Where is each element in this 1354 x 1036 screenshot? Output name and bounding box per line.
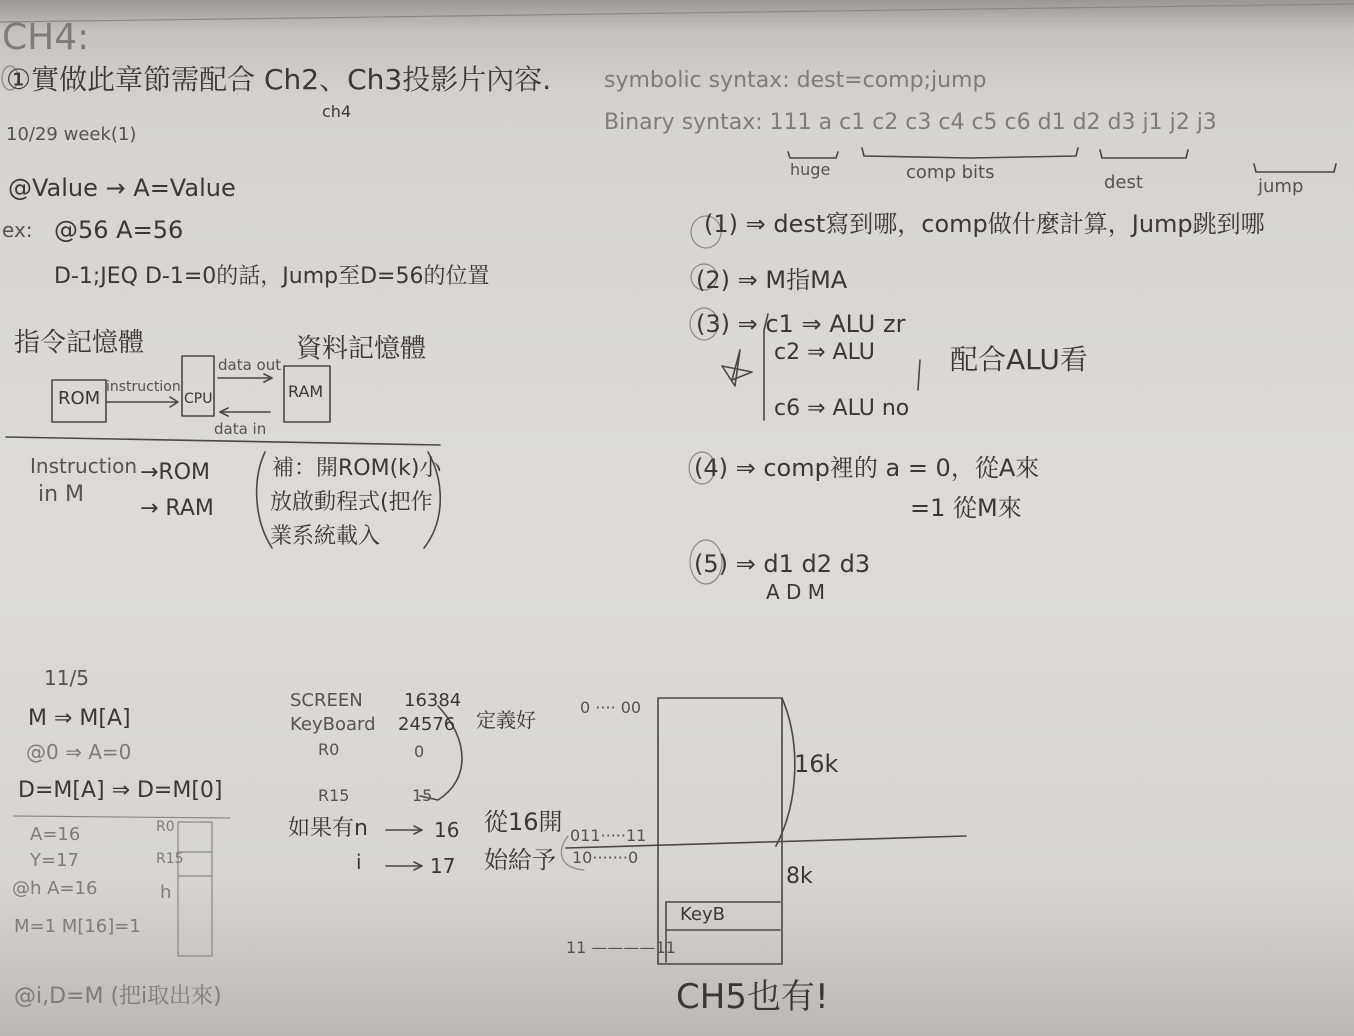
keyboard-value: 24576	[398, 714, 456, 735]
a-instruction: @Value → A=Value	[8, 174, 236, 202]
m-line-2: @0 ⇒ A=0	[26, 740, 132, 764]
date-1: 10/29 week(1)	[6, 124, 137, 145]
last-line: @i,D=M (把i取出來)	[14, 984, 222, 1009]
m-line-1: M ⇒ M[A]	[28, 706, 131, 731]
date-2: 11/5	[44, 666, 89, 690]
ram-label: RAM	[288, 382, 324, 401]
huge-label: huge	[790, 160, 831, 179]
reg-r0: R0	[156, 819, 175, 835]
note-r5: (5) ⇒ d1 d2 d3	[694, 550, 871, 578]
r15-value: 15	[412, 786, 433, 805]
rom-label: ROM	[58, 388, 101, 409]
instruction-memory-label: 指令記憶體	[14, 328, 145, 358]
ex-label: ex:	[2, 218, 33, 242]
data-out-label: data out	[218, 356, 282, 374]
note-r4a: (4) ⇒ comp裡的 a = 0，從A來	[694, 454, 1040, 482]
r-line-2: Y=17	[30, 850, 79, 871]
note-r3b: c2 ⇒ ALU	[774, 340, 875, 365]
from16-label: 從16開	[484, 808, 563, 836]
size-16k: 16k	[794, 750, 839, 778]
r15-label: R15	[318, 786, 350, 805]
screen-label: SCREEN	[290, 690, 363, 711]
instruction-text: Instruction	[30, 454, 138, 478]
m-line-3: D=M[A] ⇒ D=M[0]	[18, 778, 223, 803]
if-new-label: 如果有n	[288, 816, 368, 841]
keyb-label: KeyB	[680, 904, 725, 925]
jump-label: jump	[1258, 176, 1304, 197]
r-line-1: A=16	[30, 824, 81, 845]
defined-label: 定義好	[476, 708, 536, 732]
note-r2: (2) ⇒ M指MA	[696, 266, 848, 294]
assign-label: 始給予	[484, 846, 556, 874]
supplement-3: 業系統載入	[270, 524, 381, 549]
size-8k: 8k	[786, 864, 813, 889]
note-r3c: c6 ⇒ ALU no	[774, 396, 910, 421]
reg-h: h	[160, 882, 172, 903]
supplement-2: 放啟動程式(把作	[270, 490, 433, 515]
data-in-label: data in	[214, 420, 267, 438]
comp-bits-label: comp bits	[906, 162, 995, 183]
example-2: D-1;JEQ D-1=0的話，Jump至D=56的位置	[54, 264, 490, 289]
ch5-note: CH5也有!	[676, 977, 829, 1017]
dest-label: dest	[1104, 172, 1143, 193]
note-r3-alu: 配合ALU看	[950, 343, 1088, 376]
supplement-1: 補：開ROM(k)小	[272, 456, 442, 481]
reg-r15: R15	[156, 851, 184, 867]
data-memory-label: 資料記憶體	[296, 334, 427, 364]
example-1: @56 A=56	[54, 216, 184, 244]
addr-11: 11 ————11	[566, 938, 676, 957]
ro-value: 0	[414, 742, 425, 761]
n16-label: 16	[434, 818, 460, 842]
r-line-4: M=1 M[16]=1	[14, 916, 141, 937]
keyboard-label: KeyBoard	[290, 714, 376, 735]
to-rom-text: →ROM	[140, 460, 211, 485]
chapter-title: CH4:	[2, 17, 90, 58]
note-r3a: (3) ⇒ c1 ⇒ ALU zr	[696, 310, 906, 338]
addr-top: 0 ···· 00	[580, 698, 642, 717]
cpu-label: CPU	[184, 391, 213, 407]
in-m-text: in M	[38, 482, 85, 507]
addr-10: 10·······0	[572, 848, 639, 867]
ro-label: R0	[318, 740, 340, 759]
i-label: i	[356, 850, 362, 874]
r-line-3: @h A=16	[12, 878, 98, 899]
note-r1: (1) ⇒ dest寫到哪，comp做什麼計算，Jump跳到哪	[704, 210, 1265, 238]
symbolic-syntax: symbolic syntax: dest=comp;jump	[604, 68, 987, 93]
note-r4b: =1 從M來	[910, 494, 1022, 522]
cpu-box	[182, 356, 214, 416]
to-ram-text: → RAM	[140, 496, 214, 521]
note-1-sub: ch4	[322, 102, 352, 121]
note-1: ①實做此章節需配合 Ch2、Ch3投影片內容.	[6, 63, 552, 96]
addr-011: 011·····11	[570, 826, 647, 845]
note-r5-sub: A D M	[766, 580, 826, 604]
binary-syntax: Binary syntax: 111 a c1 c2 c3 c4 c5 c6 d1 d2 d3 j1 j2 j3	[604, 110, 1217, 135]
instruction-arrow-label: instruction	[106, 379, 181, 395]
n17-label: 17	[430, 854, 456, 878]
screen-value: 16384	[404, 690, 462, 711]
